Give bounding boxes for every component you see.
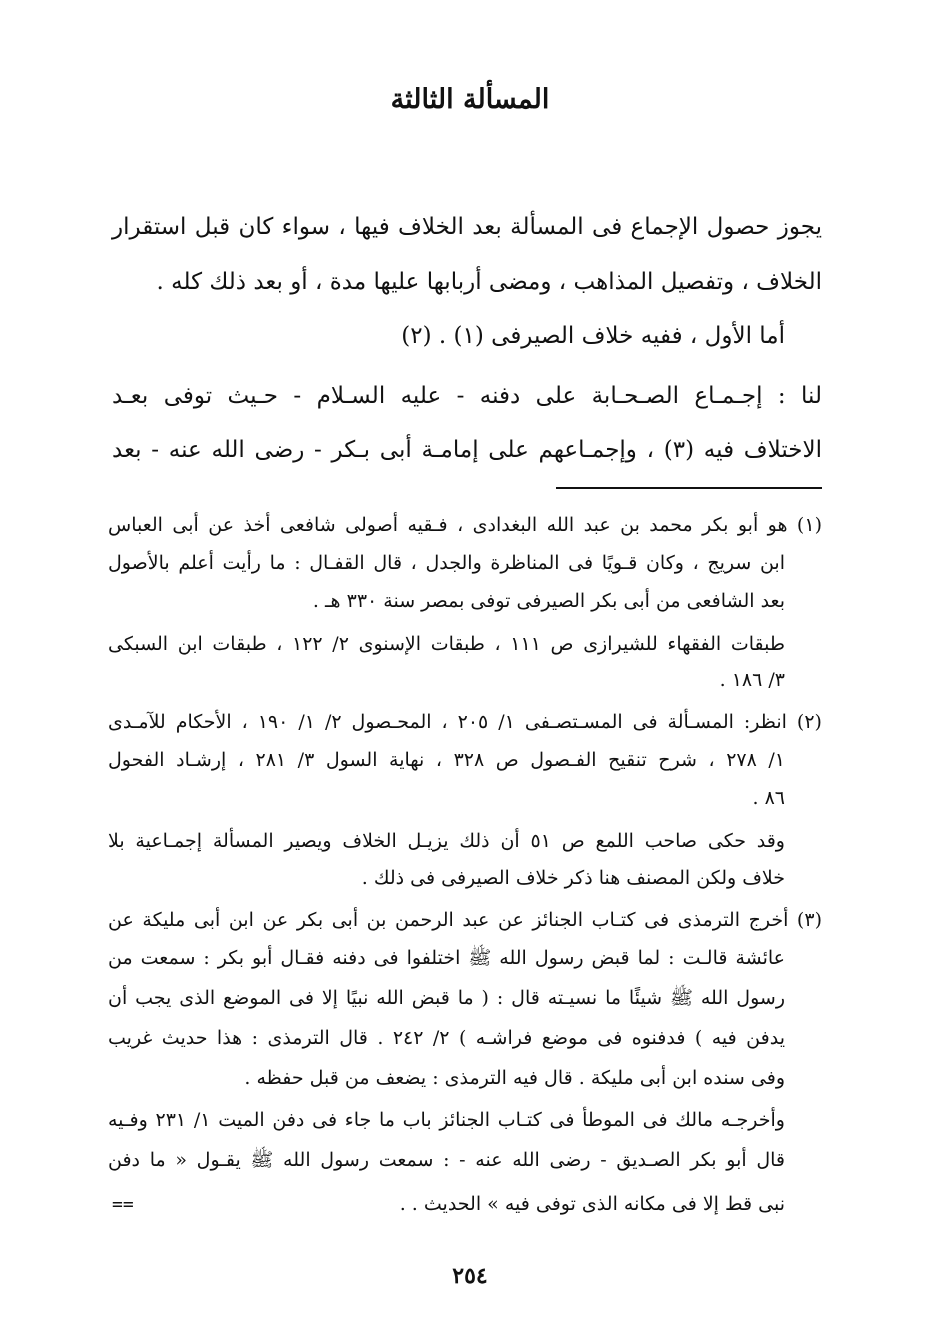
footnote-line-8: ٨٦ . — [752, 787, 785, 809]
footnote-line-4: طبقات الفقهاء للشيرازى ص ١١١ ، طبقات الإسنوى ٢/ ١٢٢ ، طبقات ابن السبكى — [108, 633, 785, 655]
body-line-2: الخلاف ، وتفصيل المذاهب ، ومضى أربابها عليها مدة ، أو بعد ذلك كله . — [156, 269, 822, 295]
footnote-line-11: (٣) أخرج الترمذى فى كتـاب الجنائز عن عبد الرحمن بن أبى بكر عن ابن أبى مليكة عن — [108, 909, 822, 931]
footnote-line-17: قال أبو بكر الصـديق - رضى الله عنه - : سمعت رسول الله ﷺ يقـول « ما دفن — [108, 1149, 785, 1171]
footnote-line-13: رسول الله ﷺ شيئًا ما نسيـته قال : ( ما قبض الله نبيًا إلا فى الموضع الذى يجب أن — [108, 987, 785, 1009]
footnote-line-5: ٣/ ١٨٦ . — [719, 669, 785, 691]
footnote-line-12: عائشة قالـت : لما قبض رسول الله ﷺ اختلفوا فى دفنه فقـال أبو بكر : سمعت من — [108, 947, 785, 969]
footnote-line-6: (٢) انظر: المسـألة فى المسـتصـفى ١/ ٢٠٥ ، المحـصول ٢/ ١/ ١٩٠ ، الأحكام للآمـدى — [108, 711, 822, 733]
footnote-line-3: بعد الشافعى من أبى بكر الصيرفى توفى بمصر سنة ٣٣٠ هـ . — [312, 590, 785, 612]
footnote-line-2: ابن سريج ، وكان قـويًا فى المناظرة والجدل ، قال القفـال : ما رأيت أعلم بالأصول — [108, 552, 785, 574]
footnote-line-18: نبى قط إلا فى مكانه الذى توفى فيه » الحديث . . — [399, 1193, 785, 1215]
footnote-line-16: وأخرجـه مالك فى الموطأ فى كتـاب الجنائز باب ما جاء فى دفن الميت ١/ ٢٣١ وفـيه — [108, 1109, 785, 1131]
body-line-1: يجوز حصول الإجماع فى المسألة بعد الخلاف فيها ، سواء كان قبل استقرار — [112, 214, 822, 240]
footnote-line-9: وقد حكى صاحب اللمع ص ٥١ أن ذلك يزيـل الخلاف ويصير المسألة إجمـاعية بلا — [108, 830, 785, 852]
body-line-3: أما الأول ، ففيه خلاف الصيرفى (١) . (٢) — [401, 323, 785, 349]
footnote-line-10: خلاف ولكن المصنف هنا ذكر خلاف الصيرفى فى ذلك . — [361, 867, 785, 889]
section-title: المسألة الثالثة — [390, 84, 550, 115]
footnote-line-15: وفى سنده ابن أبى مليكة . قال فيه الترمذى : يضعف من قبل حفظه . — [244, 1067, 785, 1089]
body-line-5: الاختلاف فيه (٣) ، وإجمـاعهم على إمامـة أبى بـكر - رضى الله عنه - بعد — [112, 437, 823, 463]
footnote-line-14: يدفن فيه ) فدفنوه فى موضع فراشـه ) ٢/ ٢٤٢ . قال الترمذى : هذا حديث غريب — [108, 1027, 785, 1049]
footnote-line-1: (١) هو أبو بكر محمد بن عبد الله البغدادى ، فـقيه أصولى شافعى أخذ عن أبى العباس — [108, 514, 822, 536]
body-line-4: لنا : إجـمـاع الصـحـابة على دفنه - عليه السـلام - حـيث توفى بعـد — [112, 383, 822, 409]
footnote-separator — [556, 487, 822, 489]
continuation-mark: == — [112, 1194, 134, 1215]
footnote-line-7: ١/ ٢٧٨ ، شرح تنقيح الفـصول ص ٣٢٨ ، نهاية السول ٣/ ٢٨١ ، إرشـاد الفحول — [108, 749, 785, 771]
page-number: ٢٥٤ — [452, 1263, 488, 1289]
